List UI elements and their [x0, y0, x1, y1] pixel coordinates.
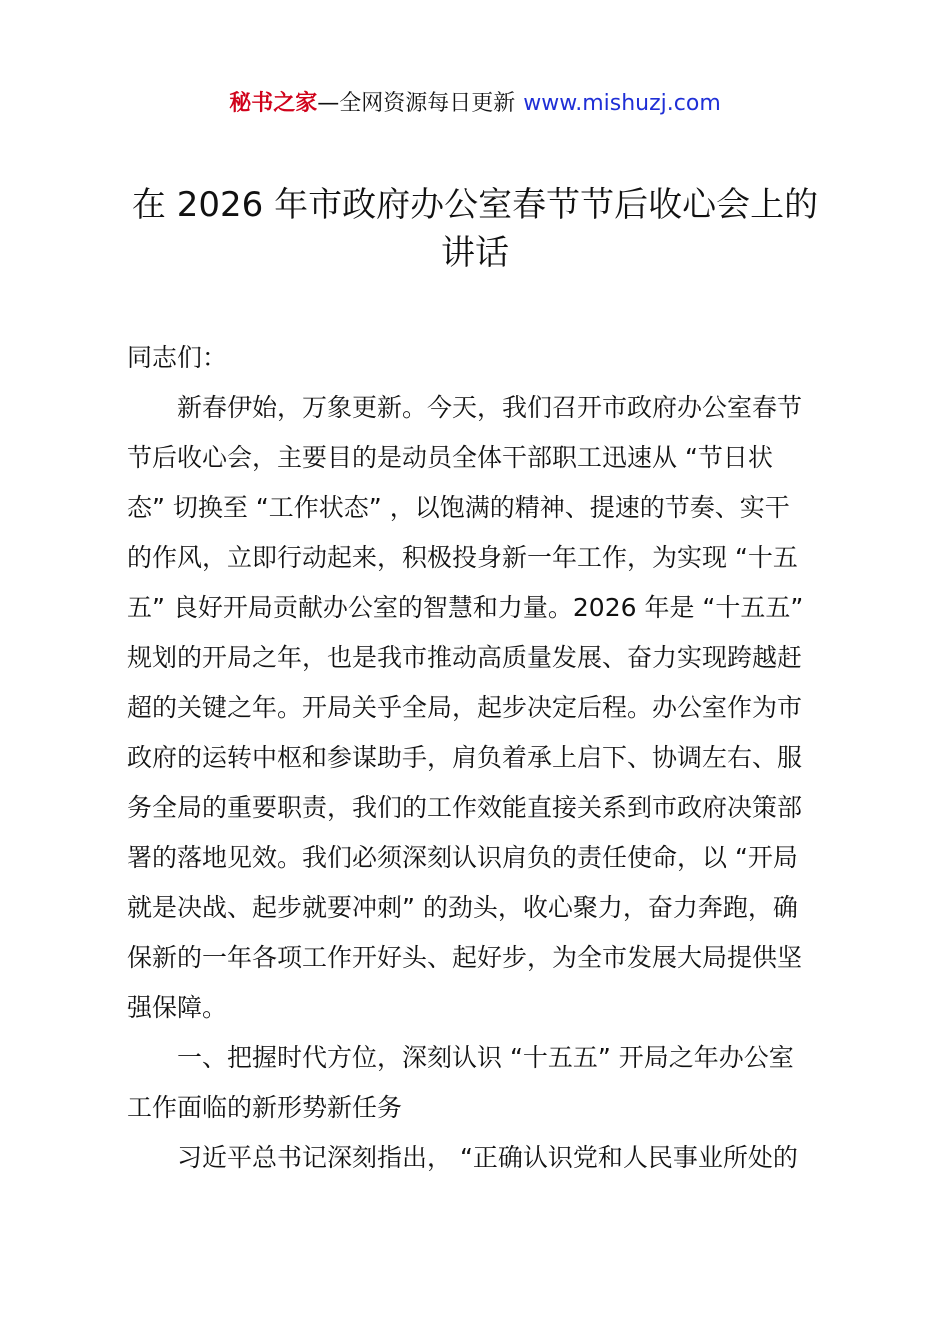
- paragraph-line: 态” 切换至 “工作状态” ，以饱满的精神、提速的节奏、实干: [127, 493, 790, 522]
- paragraph-line: 署的落地见效。我们必须深刻认识肩负的责任使命，以 “开局: [127, 843, 798, 872]
- title-line: 讲话: [441, 233, 509, 273]
- document-body: [127, 333, 833, 1183]
- section-heading: 一、把握时代方位，深刻认识 “十五五” 开局之年办公室: [177, 1043, 794, 1072]
- paragraph-line: 政府的运转中枢和参谋助手，肩负着承上启下、协调左右、服: [127, 743, 803, 772]
- paragraph-line: 就是决战、起步就要冲刺” 的劲头，收心聚力，奋力奔跑，确: [127, 893, 798, 922]
- paragraph-line: 新春伊始，万象更新。今天，我们召开市政府办公室春节: [177, 393, 803, 422]
- section-heading: 工作面临的新形势新任务: [127, 1093, 403, 1122]
- site-name: 秘书之家: [229, 91, 318, 116]
- document-title: [100, 181, 850, 277]
- paragraph-line: 五” 良好开局贡献办公室的智慧和力量。2026 年是 “十五五”: [127, 593, 804, 622]
- site-url-link[interactable]: www.mishuzj.com: [523, 91, 721, 116]
- title-line: 在 2026 年市政府办公室春节节后收心会上的: [131, 185, 819, 225]
- paragraph-line: 习近平总书记深刻指出， “正确认识党和人民事业所处的: [177, 1143, 798, 1172]
- paragraph-line: 节后收心会，主要目的是动员全体干部职工迅速从 “节日状: [127, 443, 773, 472]
- salutation: 同志们：: [127, 343, 228, 372]
- paragraph-line: 超的关键之年。开局关乎全局，起步决定后程。办公室作为市: [127, 693, 803, 722]
- paragraph-line: 务全局的重要职责，我们的工作效能直接关系到市政府决策部: [127, 793, 803, 822]
- paragraph-line: 保新的一年各项工作开好头、起好步，为全市发展大局提供坚: [127, 943, 803, 972]
- site-tagline: 全网资源每日更新: [339, 91, 516, 116]
- site-header-banner: [0, 86, 950, 122]
- paragraph-line: 规划的开局之年，也是我市推动高质量发展、奋力实现跨越赶: [127, 643, 803, 672]
- paragraph-line: 的作风，立即行动起来，积极投身新一年工作，为实现 “十五: [127, 543, 798, 572]
- header-dash: —: [317, 91, 340, 116]
- paragraph-line: 强保障。: [127, 993, 228, 1022]
